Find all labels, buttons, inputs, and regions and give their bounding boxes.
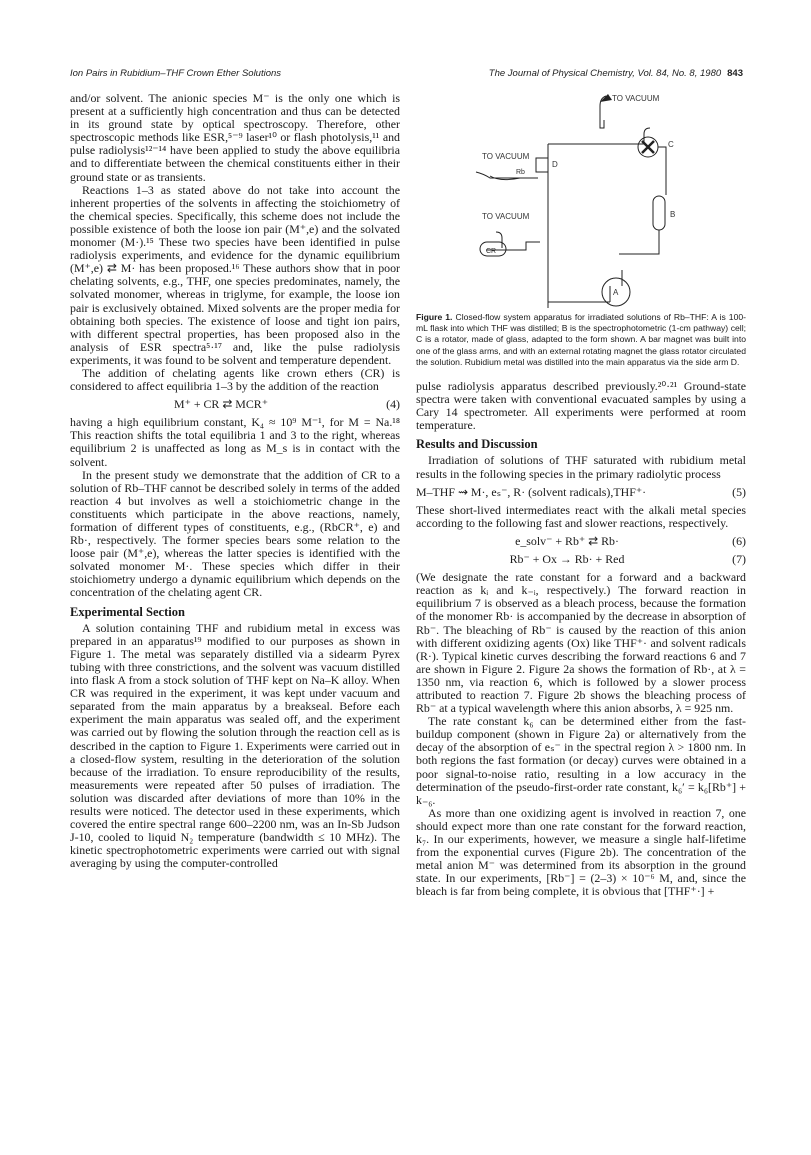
equation-7 bbox=[416, 553, 746, 566]
paragraph: and/or solvent. The anionic species M⁻ is the only one which is present at a sufficiently high concentration and thus can be detected in its ground state by optical spectroscopy. Therefore, other spectroscopic methods like ESR,⁵⁻⁹ laser¹⁰ or flash photolysis,¹¹ and pulse radiolysis¹²⁻¹⁴ have been applied to study the above equilibria and to differentiate between the chemical constituents either in their ground state or as transients. bbox=[70, 91, 400, 184]
label-to-vacuum-top: TO VACUUM bbox=[612, 94, 660, 103]
equation-number: (7) bbox=[732, 552, 746, 567]
paragraph: Irradiation of solutions of THF saturated with rubidium metal results in the following species in the primary radiolytic process bbox=[416, 453, 746, 481]
equation-6 bbox=[416, 535, 746, 548]
equation-body: Rb⁻ + Ox → Rb· + Red bbox=[509, 552, 625, 567]
equation-body: M–THF ⇝ M·, eₛ⁻, R· (solvent radicals),THF⁺· bbox=[416, 484, 647, 499]
equation-number: (5) bbox=[732, 484, 746, 499]
paragraph: As more than one oxidizing agent is involved in reaction 7, one should expect more than one rate constant for the forward reaction, k₇. In our experiments, however, we measure a single half-lifetime from the exponential curves (Figure 2b). The concentration of the metal anion M⁻ was determined from its absorption in the ground state. In our experiments, [Rb⁻] = (2–3) × 10⁻⁶ M, and, since the bleach is far from being complete, it is obvious that [THF⁺·] + bbox=[416, 805, 746, 899]
equation-body: e_solv⁻ + Rb⁺ ⇄ Rb· bbox=[515, 533, 619, 548]
page-number: 843 bbox=[727, 68, 743, 79]
section-heading-results: Results and Discussion bbox=[416, 437, 538, 452]
equation-4 bbox=[70, 398, 400, 411]
left-column bbox=[70, 92, 400, 870]
side-arm-d-tube bbox=[476, 172, 538, 178]
right-column bbox=[416, 92, 746, 898]
running-header-left: Ion Pairs in Rubidium–THF Crown Ether Solutions bbox=[70, 68, 282, 79]
journal-citation: The Journal of Physical Chemistry, Vol. 84, No. 8, 1980 bbox=[488, 68, 722, 79]
label-cr: CR bbox=[486, 248, 497, 255]
side-arm-d-box bbox=[536, 158, 548, 172]
cell-b bbox=[653, 196, 665, 230]
cr-vacuum-tube bbox=[496, 232, 502, 248]
paragraph: (We designate the rate constant for a forward and a backward reaction as kᵢ and k₋ᵢ, respectively.) The forward reaction in equilibrium 7 is observed as a bleach process, because the formation of the monomer Rb· is accompanied by the decrease in absorption of Rb⁻. The bleaching of Rb⁻ is caused by the reaction of this anion with different oxidizing agents (Ox) like THF⁺· and solvent radicals (R·). Typical kinetic curves describing the forward reactions 6 and 7 are shown in Figure 2. Figure 2a shows the formation of Rb·, at λ = 1350 nm, via reaction 6, which is followed by a slower process attributed to reaction 7. Figure 2b shows the bleaching process of Rb⁻ at a typical wavelength where this anion absorbs, λ = 925 nm. bbox=[416, 570, 746, 716]
paragraph: pulse radiolysis apparatus described previously.²⁰·²¹ Ground-state spectra were taken with conventional evacuated samples by using a Cary 14 spectrometer. All experiments were performed at room temperature. bbox=[416, 379, 746, 433]
paragraph: The addition of chelating agents like crown ethers (CR) is considered to affect equilibria 1–3 by the addition of the reaction bbox=[70, 365, 400, 394]
label-to-vacuum-d: TO VACUUM bbox=[482, 152, 530, 161]
section-heading-experimental: Experimental Section bbox=[70, 604, 185, 619]
equation-5 bbox=[416, 486, 746, 499]
paragraph: The rate constant k₆ can be determined either from the fast-buildup component (shown in Figure 2a) or alternatively from the decay of the absorption of eₛ⁻ in the spectral region λ > 1800 nm. In both regions the fast formation (or decay) curves were obtained in a poor signal-to-noise ratio, resulting in a low accuracy in the determination of the pseudo-first-order rate constant, k₆′ = k₆[Rb⁺] + k₋₆. bbox=[416, 714, 746, 807]
label-b: B bbox=[670, 210, 676, 219]
label-rb: Rb bbox=[516, 169, 525, 176]
apparatus-drawing bbox=[416, 92, 746, 308]
equation-number: (4) bbox=[386, 397, 400, 412]
arrow-icon bbox=[600, 94, 612, 102]
right-tube bbox=[658, 147, 666, 195]
figure-1-apparatus-diagram bbox=[416, 92, 746, 308]
caption-text: Closed-flow system apparatus for irradiated solutions of Rb–THF: A is 100-mL flask into which THF was distilled; B is the spectrophotometric (1-cm pathway) cell; C is a rotator, made of glass, adapted to the form shown. A bar magnet was built into one of the glass arms, and with an external rotating magnet the glass rotator circulated the solution. Rubidium metal was distilled into the main apparatus via the side arm D. bbox=[416, 312, 746, 367]
figure-1-caption bbox=[416, 312, 746, 368]
equation-number: (6) bbox=[732, 533, 746, 548]
paragraph: Reactions 1–3 as stated above do not take into account the inherent properties of the solvents in affecting the stoichiometry of the chemical species. Specifically, this scheme does not include the possible existence of both the loose ion pair (M⁺,e) and the solvated monomer (M·).¹⁵ These two species have been identified in pulse radiolysis experiments, and evidence for the dynamic equilibrium (M⁺,e) ⇄ M· has been proposed.¹⁶ These authors show that in poor chelating solvents, e.g., THF, one species predominates, namely, the solvated monomer, whereas in triglyme, for example, the loose ion pair is exclusively obtained. Mixed solvents are the proper media for obtaining both species. The existence of loose and tight ion pairs, with different spectral properties, has been proposed also in the analysis of ESR spectra⁵·¹⁷ and, like the pulse radiolysis experiments, it was found to be solvent and temperature dependent. bbox=[70, 182, 400, 367]
running-header-right bbox=[489, 68, 743, 79]
paragraph: having a high equilibrium constant, K₄ ≈ 10⁹ M⁻¹, for M = Na.¹⁸ This reaction shifts the total equilibria 1 and 3 to the right, whereas equilibrium 2 is unaffected as long as M_s is in contact with the solvent. bbox=[70, 415, 400, 469]
caption-title: Figure 1. bbox=[416, 312, 453, 322]
equation-body: M⁺ + CR ⇄ MCR⁺ bbox=[174, 397, 268, 412]
label-to-vacuum-cr: TO VACUUM bbox=[482, 212, 530, 221]
label-d: D bbox=[552, 160, 558, 169]
paragraph: A solution containing THF and rubidium metal in excess was prepared in an apparatus¹⁹ modified to our purposes as shown in Figure 1. The metal was separately distilled via a sidearm Pyrex tubing with three constrictions, and the solvent was vacuum distilled into flask A from a stock solution of THF kept on Na–K alloy. When CR was required in the experiment, it was kept under vacuum and separated from the main apparatus by a breakseal. Before each experiment the main apparatus was sealed off, and the experiment was carried out by flowing the solution through the reaction cell as is described in the caption to Figure 1. Experiments were carried out in a closed-flow system, resulting in the deterioration of the solution because of the irradiation. To ensure reproducibility of the results, measurements were repeated after 50 pulses of irradiation. The solution was discarded after deviations of more than 10% in the results were noticed. The detector used in these experiments, which covered the entire spectral range 600–2200 nm, was an In-Sb Judson J-10, cooled to liquid N₂ temperature (bandwidth ≤ 10 MHz). The kinetic spectrophotometric experiments were carried out with signal averaging by using the computer-controlled bbox=[70, 620, 400, 871]
paragraph: These short-lived intermediates react with the alkali metal species according to the following fast and slower reactions, respectively. bbox=[416, 502, 746, 530]
label-a: A bbox=[613, 288, 619, 297]
label-c: C bbox=[668, 140, 674, 149]
paragraph: In the present study we demonstrate that the addition of CR to a solution of Rb–THF cannot be described solely in terms of the added reaction 4 but involves as well a stoichiometric change in the constituents which participate in the above reactions, namely, formation of different types of constituents, e.g., (RbCR⁺, e) and Rb·, respectively. The former species bears some relation to the loose pair (M⁺,e), whereas the latter species is identified with the solvated monomer M·. These species which differ in their stoichiometry undergo a dynamic equilibrium which depends on the concentration of the chelating agent CR. bbox=[70, 467, 400, 600]
